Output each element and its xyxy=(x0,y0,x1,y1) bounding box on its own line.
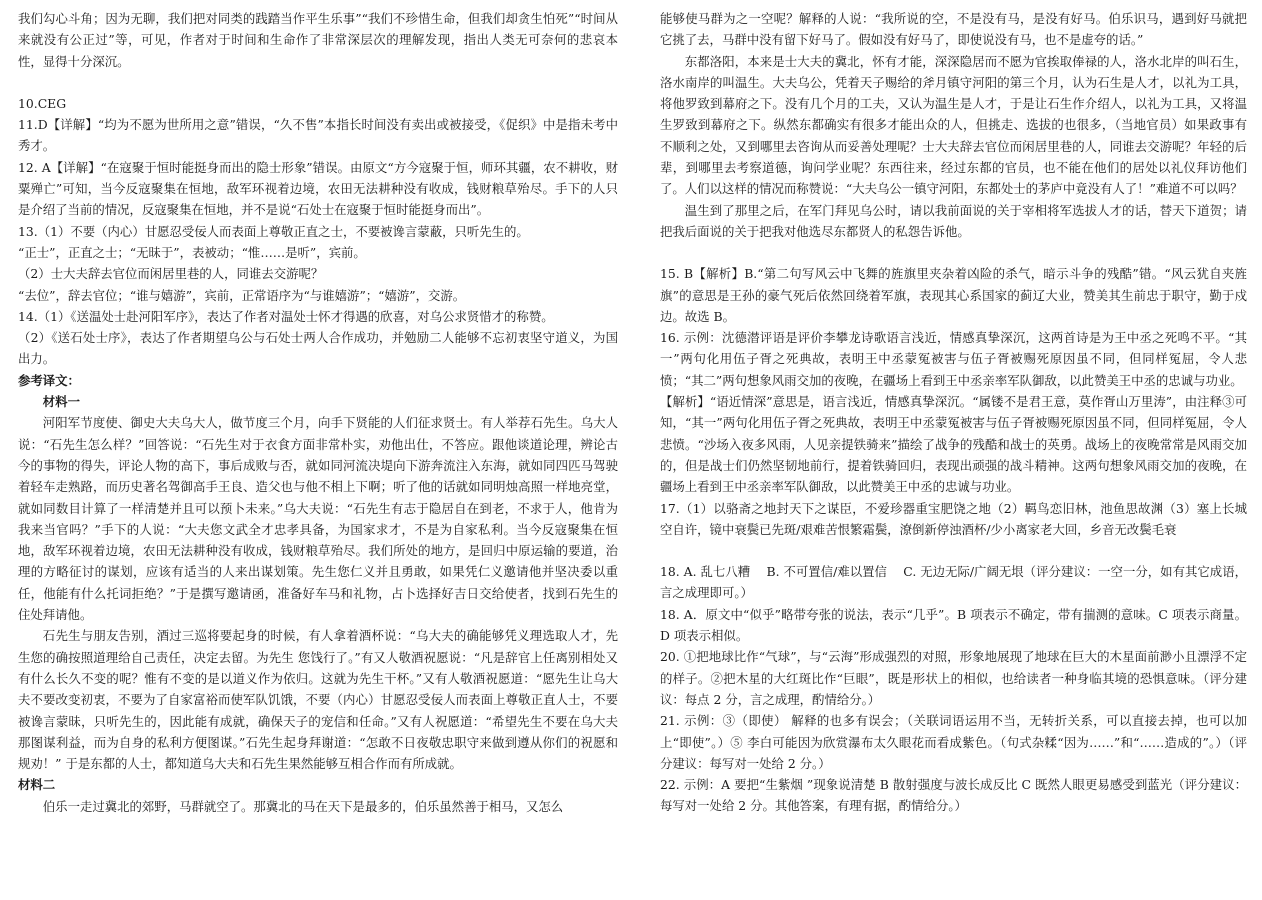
paragraph: 16. 示例：沈德潜评语是评价李攀龙诗歌语言浅近，情感真挚深沉，这两首诗是为王中丞之死鸣不平。“其一”两句化用伍子胥之死典故，表明王中丞蒙冤被害与伍子胥被赐死原因虽不同，但同样冤屈，令人悲愤；“其二”两句想象风雨交加的夜晚，在疆场上看到王中丞亲率军队御敌，以此赞美王中丞的忠诚与功业。 xyxy=(660,330,1247,388)
paragraph: （2）士大夫辞去官位而闲居里巷的人，同谁去交游呢？ xyxy=(18,266,324,282)
paragraph: 15. B【解析】B.“第二句写风云中飞舞的旌旗里夹杂着凶险的杀气，暗示斗争的残酷”错。“风云犹自夹旌旗”的意思是王孙的豪气死后依然回绕着军旗，表现其心系国家的蓟辽大业，赞美其生前忠于职守，勤于戍边。故选 B。 xyxy=(660,266,1247,324)
left-column xyxy=(18,8,618,817)
paragraph: “正士”，正直之士；“无昧于”，表被动；“惟……是听”，宾前。 xyxy=(18,244,366,260)
paragraph: 河阳军节度使、御史大夫乌大人，做节度三个月，向手下贤能的人们征求贤士。有人举荐石先生。乌大人说：“石先生怎么样？”回答说：“石先生对于衣食方面非常朴实，劝他出仕，不答应。跟他谈道论理，辨论古今的事物的得失，评论人物的高下，事后成败与否，就如同河流决堤向下游奔流注入东海，就如同四匹马驾驶着轻车走熟路，而历史著名驾御高手王良、造父也与他不相上下啊；听了他的话就如同明烛高照一样地亮堂，就如同数目计算了一样清楚并且可以预卜未来。”乌大夫说：“石先生有志于隐居自在到老，不求于人，他肯为我来当官吗？”手下的人说：“大夫您文武全才忠孝具备，为国家求才，不是为自家私利。当今反寇聚集在恒地，敌军环视着边境，农田无法耕种没有收成，钱财粮草殆尽。我们所处的地方，是回归中原运输的要道，治理的方略征讨的谋划，应该有适当的人来出谋划策。先生您仁义并且勇敢，如果凭仁义邀请他并坚决委以重任，他能有什么托词拒绝？”于是撰写邀请函，准备好车马和礼物，占卜选择好吉日交给使者，找到石先生的住处拜请他。 xyxy=(18,415,618,623)
paragraph: 材料一 xyxy=(42,394,80,410)
paragraph: “去位”，辞去官位；“谁与嬉游”，宾前，正常语序为“与谁嬉游”；“嬉游”，交游。 xyxy=(18,287,466,303)
paragraph: 18. A．原文中“似乎”略带夸张的说法，表示“几乎”。B 项表示不确定，带有揣测的意味。C 项表示商量。D 项表示相似。 xyxy=(660,606,1247,644)
paragraph-gap xyxy=(18,72,618,93)
paragraph: 18. A. 乱七八糟 B. 不可置信/难以置信 C. 无边无际/广阔无垠（评分建议：一空一分，如有其它成语，言之成理即可。） xyxy=(660,564,1247,601)
paragraph: 【解析】“语近情深”意思是，语言浅近，情感真挚深沉。“属镂不是君王意，莫作胥山万里涛”，由注释③可知，“其一”两句化用伍子胥之死典故，表明王中丞蒙冤被害与伍子胥被赐死原因虽不同，但同样冤屈，令人悲愤。“沙场入夜多风雨，人见亲提铁骑来”描绘了战争的残酷和战士的英勇。战场上的夜晚常常是风雨交加的，但是战士们仍然坚韧地前行，提着铁骑回归，表现出顽强的战斗精神。这两句想象风雨交加的夜晚，在疆场上看到王中丞亲率军队御敌，以此赞美王中丞的忠诚与功业。 xyxy=(660,394,1247,495)
paragraph: 20. ①把地球比作“气球”，与“云海”形成强烈的对照，形象地展现了地球在巨大的木星面前渺小且漂浮不定的样子。②把木星的大红斑比作“巨眼”，既是形状上的相似，也给读者一种身临其境的恐惧意味。（评分建议：每点 2 分，言之成理，酌情给分。） xyxy=(660,649,1247,707)
paragraph: 能够使马群为之一空呢？解释的人说：“我所说的空，不是没有马，是没有好马。伯乐识马，遇到好马就把它挑了去，马群中没有留下好马了。假如没有好马了，即使说没有马，也不是虚夸的话。” xyxy=(660,11,1247,48)
paragraph: 11.D【详解】“均为不愿为世所用之意”错误，“久不售”本指长时间没有卖出或被接受，《促织》中是指未考中秀才。 xyxy=(18,117,618,154)
paragraph-gap xyxy=(660,242,1247,263)
right-column xyxy=(660,8,1247,817)
paragraph: 参考译文： xyxy=(18,372,80,388)
paragraph: 13.（1）不要（内心）甘愿忍受佞人而表面上尊敬正直之士，不要被谗言蒙蔽，只听先生的。 xyxy=(18,223,529,239)
paragraph: 14.（1）《送温处士赴河阳军序》，表达了作者对温处士怀才得遇的欣喜，对乌公求贤惜才的称赞。 xyxy=(18,308,554,324)
paragraph: 10.CEG xyxy=(18,95,67,111)
paragraph: 21. 示例：③（即使） 解释的也多有误会；（关联词语运用不当，无转折关系，可以直接去掉，也可以加上“即使”。）⑤ 李白可能因为欣赏瀑布太久眼花而看成紫色。（句式杂糅“因为……”和“……造成的”。）（评分建议：每写对一处给 2 分。） xyxy=(660,713,1247,771)
paragraph: （2）《送石处士序》，表达了作者期望乌公与石处士两人合作成功，并勉励二人能够不忘初衷坚守道义，为国出力。 xyxy=(18,330,618,367)
paragraph-gap xyxy=(660,540,1247,561)
paragraph: 材料二 xyxy=(18,777,56,793)
paragraph: 我们勾心斗角；因为无聊，我们把对同类的践踏当作平生乐事”“我们不珍惜生命，但我们却贪生怕死”“时间从来就没有公正过”等，可见，作者对于时间和生命作了非常深层次的理解发现，指出人类无可奈何的悲哀本性，显得十分深沉。 xyxy=(18,11,618,69)
paragraph: 22. 示例：A 要把“生紫烟 ”现象说清楚 B 散射强度与波长成反比 C 既然人眼更易感受到蓝光（评分建议：每写对一处给 2 分。其他答案，有理有据，酌情给分。） xyxy=(660,777,1247,814)
paragraph: 12. A【详解】“在寇聚于恒时能挺身而出的隐士形象”错误。由原文“方今寇聚于恒，师环其疆，农不耕收，财粟殚亡”可知，当今反寇聚集在恒地，敌军环视着边境，农田无法耕种没有收成，钱财粮草殆尽。手下的人只是介绍了当前的情况，反寇聚集在恒地，并不是说“石处士在寇聚于恒时能挺身而出”。 xyxy=(18,159,618,218)
paragraph: 东都洛阳，本来是士大夫的冀北，怀有才能，深深隐居而不愿为官挨取俸禄的人，洛水北岸的叫石生，洛水南岸的叫温生。大夫乌公，凭着天子赐给的斧月镇守河阳的第三个月，认为石生是人才，以礼为工具，将他罗致到幕府之下。没有几个月的工夫，又认为温生是人才，于是让石生作介绍人，以礼为工具，又将温生罗致到幕府之下。纵然东都确实有很多才能出众的人，但挑走、选拔的也很多，（当地官员）如果政事有不顺利之处，又到哪里去咨询从而妥善处理呢？士大夫辞去官位而闲居里巷的人，同谁去交游呢？年轻的后辈，到哪里去考察道德，询问学业呢？东西往来，经过东都的官员，也不能在他们的居处以礼仪拜访他们了。人们以这样的情况而称赞说：“大夫乌公一镇守河阳，东都处士的茅庐中竟没有人了！”难道不可以吗？ xyxy=(660,53,1247,197)
paragraph: 石先生与朋友告别，酒过三巡将要起身的时候，有人拿着酒杯说：“乌大夫的确能够凭义理选取人才，先生您的确按照道理给自己责任，决定去留。为先生 您饯行了。”有又人敬酒祝愿说：“凡是辞官上任离别相处又有什么长久不变的呢？惟有不变的是以道义作为依归。这就为先生干杯。”又有人敬酒祝愿道：“愿先生让乌大夫不要改变初衷，不要为了自家富裕而使军队饥饿，不要（内心）甘愿忍受佞人而表面上尊敬正直人士，不要被谗言蒙昧，只听先生的，因此能有成就，确保天子的宠信和任命。”又有人祝愿道：“希望先生不要在乌大夫那图谋利益，而为自身的私利方便图谋。”石先生起身拜谢道：“怎敢不日夜敬忠职守来做到遵从你们的祝愿和规劝！” 于是东都的人士，都知道乌大夫和石先生果然能够互相合作而有所成就。 xyxy=(18,628,618,772)
paragraph: 伯乐一走过冀北的郊野，马群就空了。那冀北的马在天下是最多的，伯乐虽然善于相马，又怎么 xyxy=(42,798,564,814)
paragraph: 温生到了那里之后，在军门拜见乌公时，请以我前面说的关于宰相将军选拔人才的话，替天下道贺；请把我后面说的关于把我对他选尽东都贤人的私怨告诉他。 xyxy=(660,202,1247,239)
paragraph: 17.（1）以骆斋之地封天下之谋臣，不爱珍器重宝肥饶之地（2）羁鸟恋旧林，池鱼思故渊（3）塞上长城空自许，镜中衰鬓已先斑/艰难苦恨繁霜鬓，潦倒新停浊酒杯/少小离家老大回，乡音无改鬓毛衰 xyxy=(660,500,1247,537)
